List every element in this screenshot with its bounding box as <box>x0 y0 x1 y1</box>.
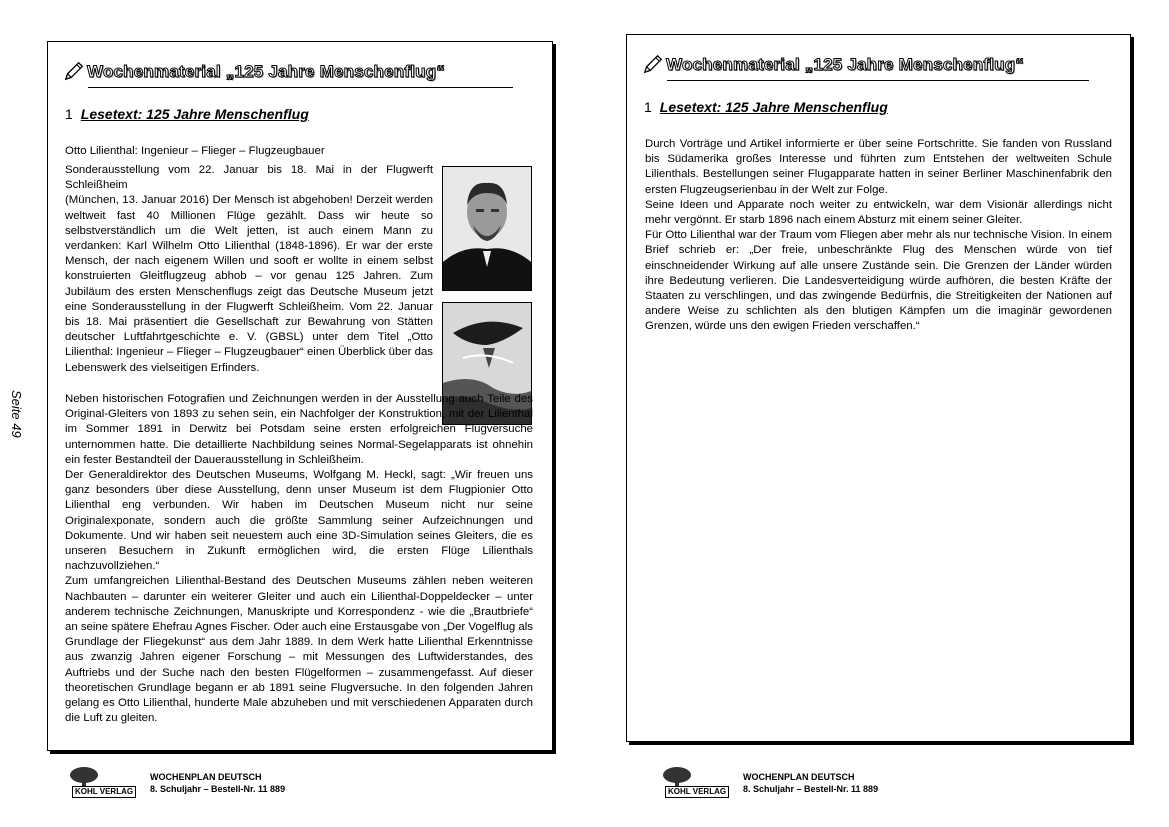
right-title-row <box>642 53 1024 75</box>
left-page <box>47 41 553 751</box>
publisher-logo <box>659 766 731 800</box>
section-title: Lesetext: 125 Jahre Menschenflug <box>659 99 888 115</box>
footer-line-1: WOCHENPLAN DEUTSCH <box>743 772 855 782</box>
logo-text: KOHL VERLAG <box>665 786 729 798</box>
article-subheading: Otto Lilienthal: Ingenieur – Flieger – Flugzeugbauer <box>65 145 325 157</box>
publisher-logo <box>66 766 138 800</box>
paragraph: Sonderausstellung vom 22. Januar bis 18. Mai in der Flugwerft Schleißheim <box>65 164 433 192</box>
section-number: 1 <box>65 106 73 122</box>
title-underline <box>667 80 1089 81</box>
pencil-icon <box>63 60 85 82</box>
paragraph: Neben historischen Fotografien und Zeichnungen werden in der Ausstellung auch Teile des Original-Gleiters von 1893 zu sehen sein, ein Nachfolger der Konstruktion, mit der Lilienthal im Sommer 1891 in Derwitz bei Potsdam seine ersten erfolgreichen Flugversuche unternommen hatte. Die detaillierte Nachbildung seines Normal-Segelapparats ist ohnehin ein fester Bestandteil der Dauerausstellung in Schleißheim. <box>65 393 533 466</box>
paragraph: Zum umfangreichen Lilienthal-Bestand des Deutschen Museums zählen neben weiteren Nachbauten – darunter ein weiterer Gleiter und auch ein Lilienthal-Doppeldecker – unter anderem technische Zeichnungen, Manuskripte und Korrespondenz - wie die „Brautbriefe“ an seine spätere Ehefrau Agnes Fischer. Oder auch eine Erstausgabe von „Der Vogelflug als Grundlage der Fliegekunst“ aus dem Jahr 1889. In dem Werk hatte Lilienthal Erkenntnisse aus zwanzig Jahren eigener Forschung – mit Messungen des Luftwiderstandes, des Auftriebs und der Suche nach den besten Flügelformen – zusammengefasst. Auf dieser theoretischen Grundlage begann er ab 1891 seine Flugversuche. In den folgenden Jahren gelang es Otto Lilienthal, hunderte Male abzuheben und mit verschiedenen Apparaten durch die Luft zu gleiten. <box>65 575 533 725</box>
title-underline <box>88 87 513 88</box>
page-title: Wochenmaterial „125 Jahre Menschenflug“ <box>666 55 1024 74</box>
paragraph: Durch Vorträge und Artikel informierte er über seine Fortschritte. Sie fanden von Russland bis Südamerika großes Interesse und führten zum Entstehen der weltweiten Schule Lilienthals. Bestellungen seiner Flugapparate hatten in seiner Berliner Maschinenfabrik den ersten Flugzeugserienbau in der Welt zur Folge. <box>645 138 1112 196</box>
paragraph: Der Generaldirektor des Deutschen Museums, Wolfgang M. Heckl, sagt: „Wir freuen uns ganz besonders über diese Ausstellung, denn unser Museum ist dem Flugpionier Otto Lilienthal eng verbunden. Wir haben im Deutschen Museum nicht nur seine Originalexponate, sondern auch die größte Sammlung seiner Aufzeichnungen und Dokumente. Und wir haben seit neuestem auch eine 3D-Simulation seines Gleiters, die es unseren Besuchern in Zukunft ermöglichen wird, die ersten Flüge Lilienthals nachzuvollziehen.“ <box>65 469 533 573</box>
section-title: Lesetext: 125 Jahre Menschenflug <box>80 106 309 122</box>
footer-line-2: 8. Schuljahr – Bestell-Nr. 11 889 <box>150 784 286 794</box>
paragraph: Seine Ideen und Apparate noch weiter zu entwickeln, war dem Visionär allerdings nicht mehr vergönnt. Er starb 1896 nach einem Absturz mit einem seiner Gleiter. <box>645 198 1112 227</box>
article-text-full <box>645 137 1112 335</box>
right-footer <box>659 766 878 800</box>
section-heading <box>644 99 888 115</box>
left-title-row <box>63 60 445 82</box>
logo-text: KOHL VERLAG <box>72 786 136 798</box>
footer-line-2: 8. Schuljahr – Bestell-Nr. 11 889 <box>743 784 879 794</box>
footer-info <box>150 771 285 795</box>
page-number-label: Seite 49 <box>9 390 24 438</box>
pencil-icon <box>642 53 664 75</box>
right-page <box>626 34 1131 742</box>
portrait-photo <box>442 166 532 291</box>
section-heading <box>65 106 309 122</box>
page-title: Wochenmaterial „125 Jahre Menschenflug“ <box>87 62 445 81</box>
paragraph: Für Otto Lilienthal war der Traum vom Fliegen aber mehr als nur technische Vision. In einem Brief schrieb er: „Der freie, unbeschränkte Flug des Menschen würde von tief einschneidender Wirkung auf alle unsere Zustände sein. Die Grenzen der Länder würden ihre Bedeutung verlieren. Die Landesverteidigung würde aufhören, die besten Kräfte der Staaten zu verschlingen, und das zwingende Bedürfnis, die Streitigkeiten der Nationen auf andere Weise zu schlichten als den blutigen Kämpfen um die imaginär gewordenen Grenzen, würde uns den ewigen Frieden verschaffen.“ <box>645 229 1112 333</box>
paragraph: (München, 13. Januar 2016) Der Mensch ist abgehoben! Derzeit werden weltweit fast 40 Millionen Flüge gezählt. Dass wir heute so selbstverständlich um die Welt jetten, ist auch einem Mann zu verdanken: Karl Wilhelm Otto Lilienthal (1848-1896). Er war der erste Mensch, der nach eigenem Willen und sooft er wollte in einem selbst konstruierten Gleitflugzeug abhob – vor genau 125 Jahren. Zum Jubiläum des ersten Menschenflugs zeigt das Deutsche Museum jetzt eine Sonderausstellung in der Flugwerft Schleißheim. Vom 22. Januar bis 18. Mai präsentiert die Gesellschaft zur Bewahrung von Stätten deutscher Luftfahrtgeschichte e. V. (GBSL) unter dem Titel „Otto Lilienthal: Ingenieur – Flieger – Flugzeugbauer“ einen Überblick über das Lebenswerk des vielseitigen Erfinders. <box>65 194 433 374</box>
footer-info <box>743 771 878 795</box>
footer-line-1: WOCHENPLAN DEUTSCH <box>150 772 262 782</box>
left-footer <box>66 766 285 800</box>
article-text-column <box>65 163 433 376</box>
article-text-full <box>65 392 533 726</box>
section-number: 1 <box>644 99 652 115</box>
